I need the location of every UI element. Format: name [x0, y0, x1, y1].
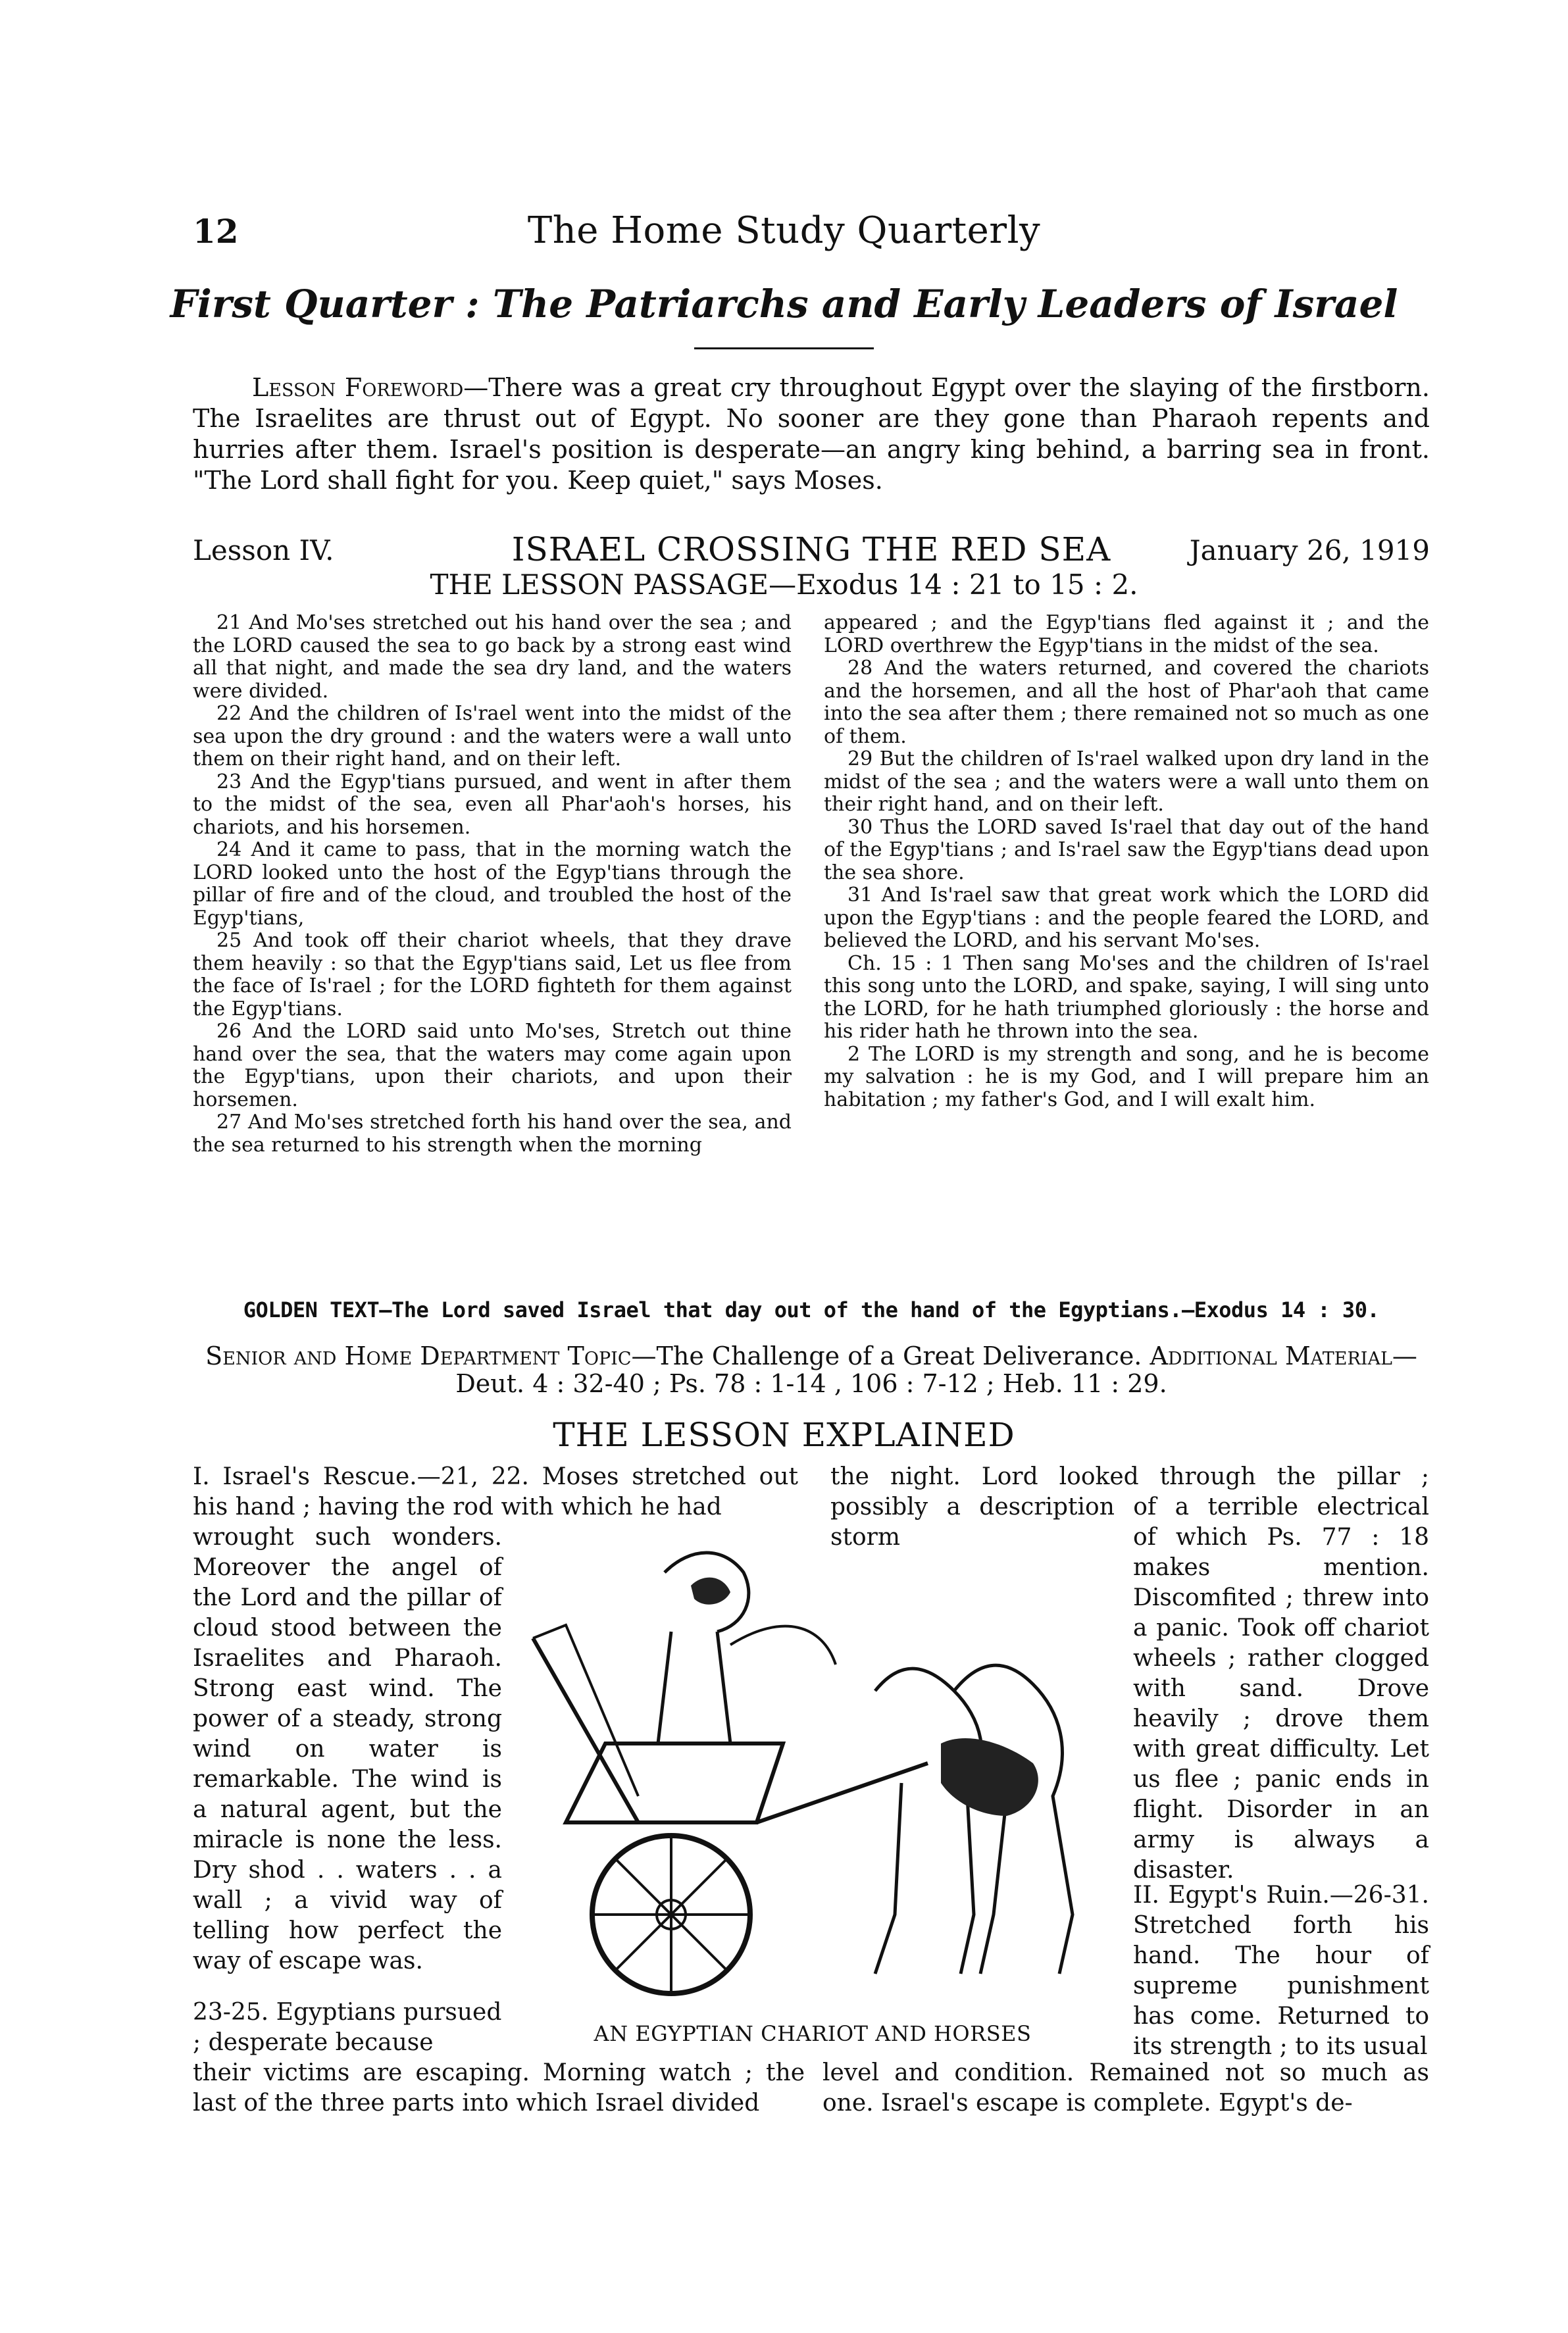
additional-label: Additional Material [1150, 1342, 1392, 1370]
passage-label: THE LESSON PASSAGE [430, 568, 769, 601]
verse: 2 The LORD is my strength and song, and he is become my salvation : he is my God, and I will prepare him an habitation ; my father's God, and I will exalt him. [824, 1042, 1429, 1111]
lesson-foreword [193, 372, 1430, 496]
verse: 21 And Mo'ses stretched out his hand over the sea ; and the LORD caused the sea to go back by a strong east wind all that night, and made the sea dry land, and the waters were divided. [193, 611, 792, 703]
passage-heading [0, 568, 1568, 601]
verse: 28 And the waters returned, and covered the chariots and the horsemen, and all the host of Phar'aoh that came into the sea after them ; there remained not so much as one of them. [824, 657, 1429, 748]
lesson-number: Lesson IV. [193, 534, 334, 566]
explained-egypt-ruin: II. Egypt's Ruin.—26-31. Stretched forth his hand. The hour of supreme punishment has come. Returned to its strength ; to its usual [1133, 1882, 1429, 2060]
passage-right-column [824, 612, 1429, 1111]
golden-text: GOLDEN TEXT—The Lord saved Israel that day out of the hand of the Egyptians.—Exodus 14 : 30. [243, 1297, 1380, 1322]
verse: 26 And the LORD said unto Mo'ses, Stretch out thine hand over the sea, that the waters may come again upon the Egyp'tians, upon their chariots, and upon their horsemen. [193, 1020, 792, 1111]
explained-intro-left: I. Israel's Rescue.—21, 22. Moses stretched out his hand ; having the rod with which he had [193, 1463, 798, 1520]
lesson-header [193, 530, 1430, 570]
chariot-illustration [507, 1546, 1112, 2007]
explained-left-narrow: wrought such wonders. Moreover the angel of the Lord and the pillar of cloud stood between the Israelites and Pharaoh. Strong east wind. The power of a steady, strong wind on water is remarkable. The wind is a natural agent, but the miracle is none the less. Dry shod . . waters . . a wall ; a vivid way of telling how perfect the way of escape was. [193, 1524, 502, 1974]
foreword-label: Lesson Foreword [252, 373, 464, 402]
verse: 22 And the children of Is'rael went into the midst of the sea upon the dry ground : and the waters were a wall unto them on their right hand, and on their left. [193, 702, 792, 770]
page-number: 12 [193, 212, 239, 251]
passage-left-column [193, 612, 792, 1157]
explained-intro-right: the night. Lord looked through the pillar ; possibly a description of a terrible electrical storm [830, 1463, 1429, 1551]
verse: 23 And the Egyp'tians pursued, and went in after them to the midst of the sea, even all Phar'aoh's horses, his chariots, and his horsemen. [193, 770, 792, 839]
verse: 31 And Is'rael saw that great work which the LORD did upon the Egyp'tians : and the people feared the LORD, and believed the LORD, and his servant Mo'ses. [824, 884, 1429, 952]
quarter-title: First Quarter : The Patriarchs and Early Leaders of Israel [170, 282, 1398, 326]
topic-text: —The Challenge of a Great Deliverance. [631, 1342, 1142, 1370]
verse: 29 But the children of Is'rael walked upon dry land in the midst of the sea ; and the waters were a wall unto them on their right hand, and on their left. [824, 747, 1429, 816]
passage-reference: —Exodus 14 : 21 to 15 : 2. [769, 568, 1138, 601]
explained-right-narrow: of which Ps. 77 : 18 makes mention. Discomfited ; threw into a panic. Took off chariot wheels ; rather clogged with sand. Drove heavily ; drove them with great difficulty. Let us flee ; panic ends in flight. Disorder in an army is always a disaster. [1133, 1524, 1429, 1884]
verse: 27 And Mo'ses stretched forth his hand over the sea, and the sea returned to his strength when the morning [193, 1111, 792, 1157]
journal-title: The Home Study Quarterly [527, 209, 1041, 252]
lesson-title: ISRAEL CROSSING THE RED SEA [511, 530, 1111, 568]
explained-bottom-right: level and condition. Remained not so much as one. Israel's escape is complete. Egypt's de- [822, 2059, 1429, 2117]
verse: Ch. 15 : 1 Then sang Mo'ses and the children of Is'rael this song unto the LORD, and spake, saying, I will sing unto the LORD, for he hath triumphed gloriously : the horse and his rider hath he thrown into the sea. [824, 951, 1429, 1043]
foreword-text: —There was a great cry throughout Egypt over the slaying of the firstborn. The Israelites are thrust out of Egypt. No sooner are they gone than Pharaoh repents and hurries after them. Israel's position is desperate—an angry king behind, a barring sea in front. "The Lord shall fight for you. Keep quiet," says Moses. [193, 373, 1430, 495]
verse: appeared ; and the Egyp'tians fled against it ; and the LORD overthrew the Egyp'tians in the midst of the sea. [824, 611, 1429, 657]
verse: 24 And it came to pass, that in the morning watch the LORD looked unto the host of the Egyp'tians through the pillar of fire and of the cloud, and troubled the host of the Egyp'tians, [193, 838, 792, 930]
lesson-date: January 26, 1919 [1189, 534, 1430, 566]
explained-left-tail: 23-25. Egyptians pursued ; desperate because [193, 1999, 502, 2056]
verse: 25 And took off their chariot wheels, that they drave them heavily : so that the Egyp'tians said, Let us flee from the face of Is'rael ; for the LORD fighteth for them against the Egyp'tians. [193, 929, 792, 1020]
topic-label: Senior and Home Department Topic [205, 1342, 632, 1370]
department-topic [193, 1342, 1430, 1397]
lesson-explained-heading: THE LESSON EXPLAINED [553, 1416, 1015, 1454]
additional-text: —Deut. 4 : 32-40 ; Ps. 78 : 1-14 , 106 : 7-12 ; Heb. 11 : 29. [455, 1342, 1417, 1398]
explained-bottom-left: their victims are escaping. Morning watch ; the last of the three parts into which Israel divided [193, 2059, 805, 2117]
title-rule [694, 347, 874, 349]
illustration-caption: AN EGYPTIAN CHARIOT AND HORSES [594, 2021, 1032, 2046]
verse: 30 Thus the LORD saved Is'rael that day out of the hand of the Egyp'tians ; and Is'rael saw the Egyp'tians dead upon the sea shore. [824, 815, 1429, 884]
